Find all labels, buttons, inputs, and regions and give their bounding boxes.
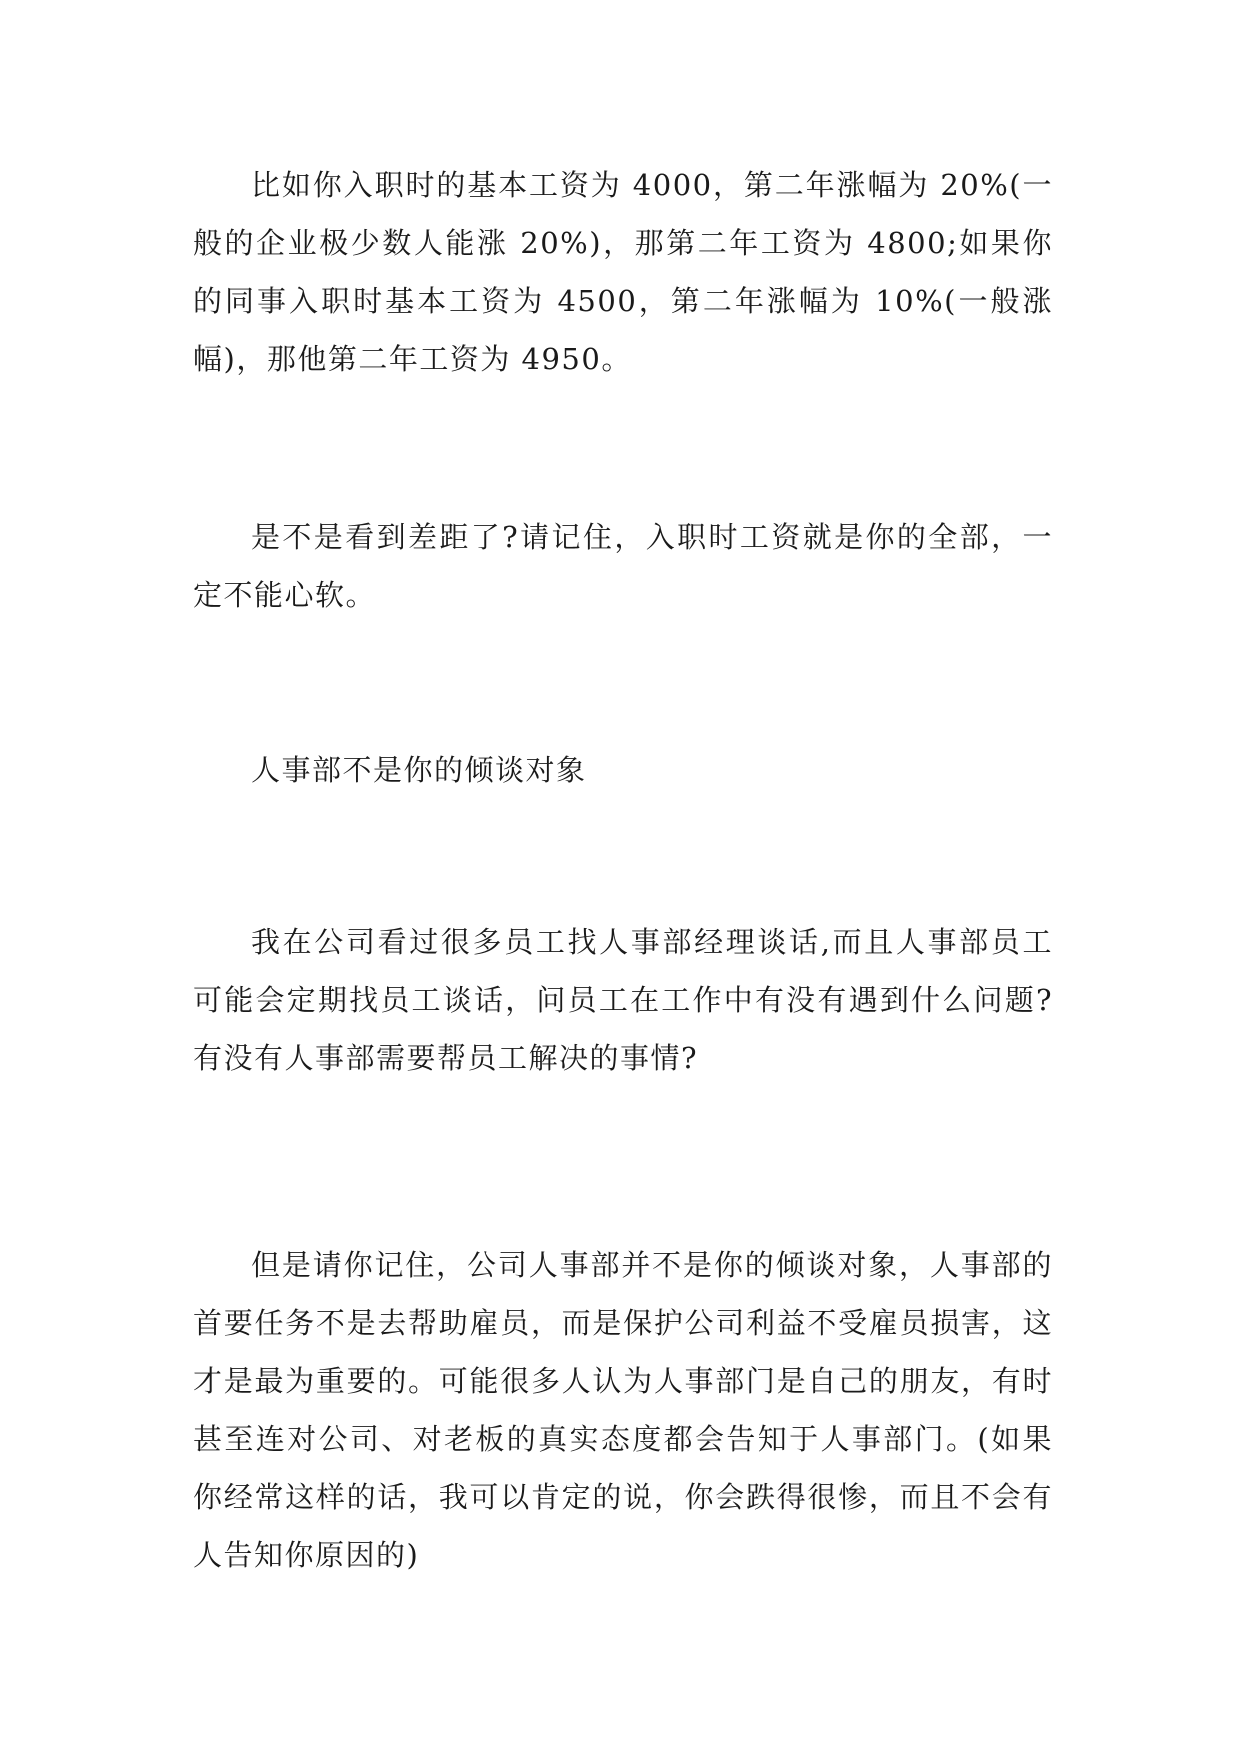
paragraph-salary-example: 比如你入职时的基本工资为 4000，第二年涨幅为 20%(一般的企业极少数人能涨 20%)，那第二年工资为 4800;如果你的同事入职时基本工资为 4500，第二年涨幅为 10%(一般涨幅)，那他第二年工资为 4950。 — [193, 168, 1053, 376]
paragraph-hr-warning: 但是请你记住，公司人事部并不是你的倾谈对象，人事部的首要任务不是去帮助雇员，而是保护公司利益不受雇员损害，这才是最为重要的。可能很多人认为人事部门是自己的朋友，有时甚至连对公司、对老板的真实态度都会告知于人事部门。(如果你经常这样的话，我可以肯定的说，你会跌得很惨，而且不会有人告知你原因的) — [193, 1248, 1053, 1572]
section-heading: 人事部不是你的倾谈对象 — [251, 753, 587, 787]
paragraph-hr-talks: 我在公司看过很多员工找人事部经理谈话,而且人事部员工可能会定期找员工谈话，问员工在工作中有没有遇到什么问题?有没有人事部需要帮员工解决的事情? — [193, 925, 1053, 1075]
paragraph-remember-salary: 是不是看到差距了?请记住，入职时工资就是你的全部，一定不能心软。 — [193, 520, 1053, 612]
